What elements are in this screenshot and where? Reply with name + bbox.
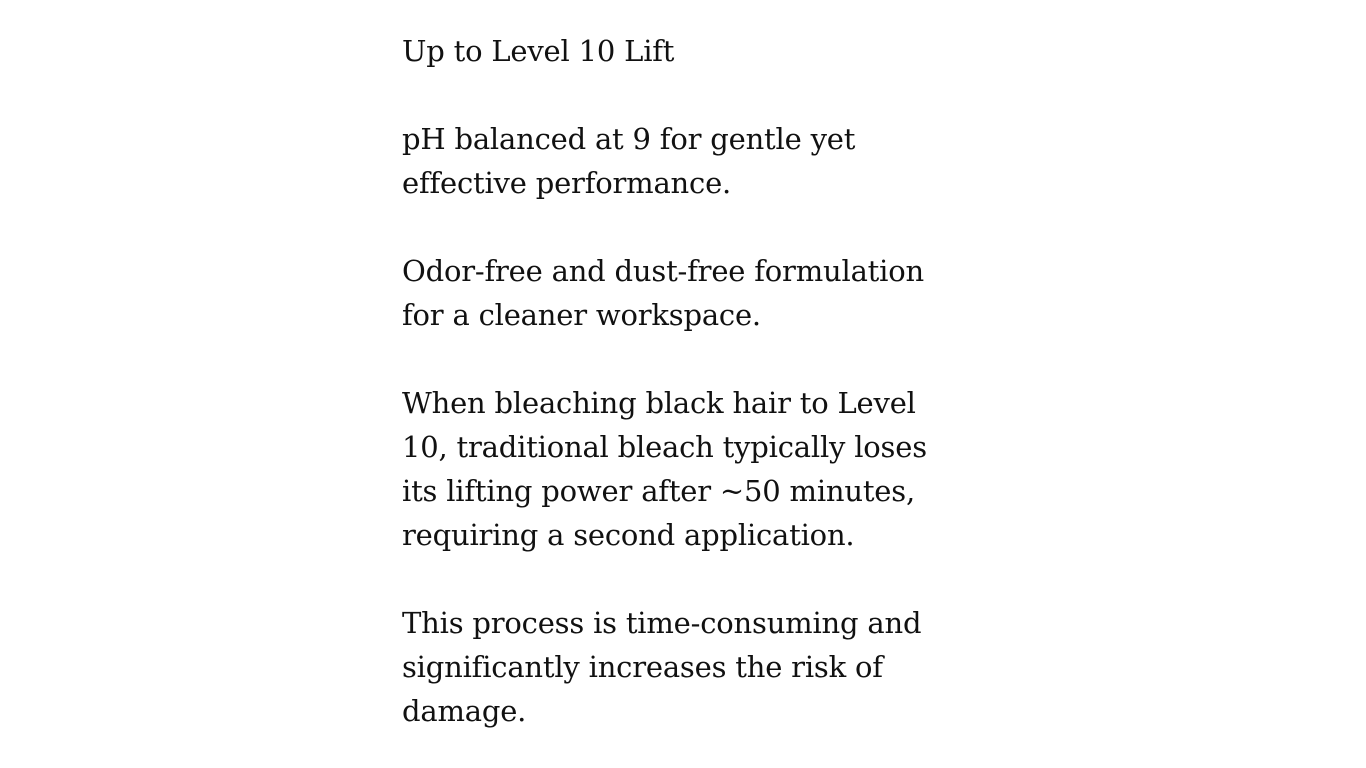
paragraph-odor-free: Odor-free and dust-free formulation for a cleaner workspace. <box>402 254 924 332</box>
paragraph-damage-risk: This process is time-consuming and significantly increases the risk of damage. <box>402 606 922 728</box>
article-content <box>402 29 967 733</box>
paragraph-ph-balance: pH balanced at 9 for gentle yet effective performance. <box>402 122 856 200</box>
feature-heading: Up to Level 10 Lift <box>402 34 675 68</box>
paragraph-traditional-bleach: When bleaching black hair to Level 10, traditional bleach typically loses its lifting power after ~50 minutes, requiring a second application. <box>402 386 927 552</box>
